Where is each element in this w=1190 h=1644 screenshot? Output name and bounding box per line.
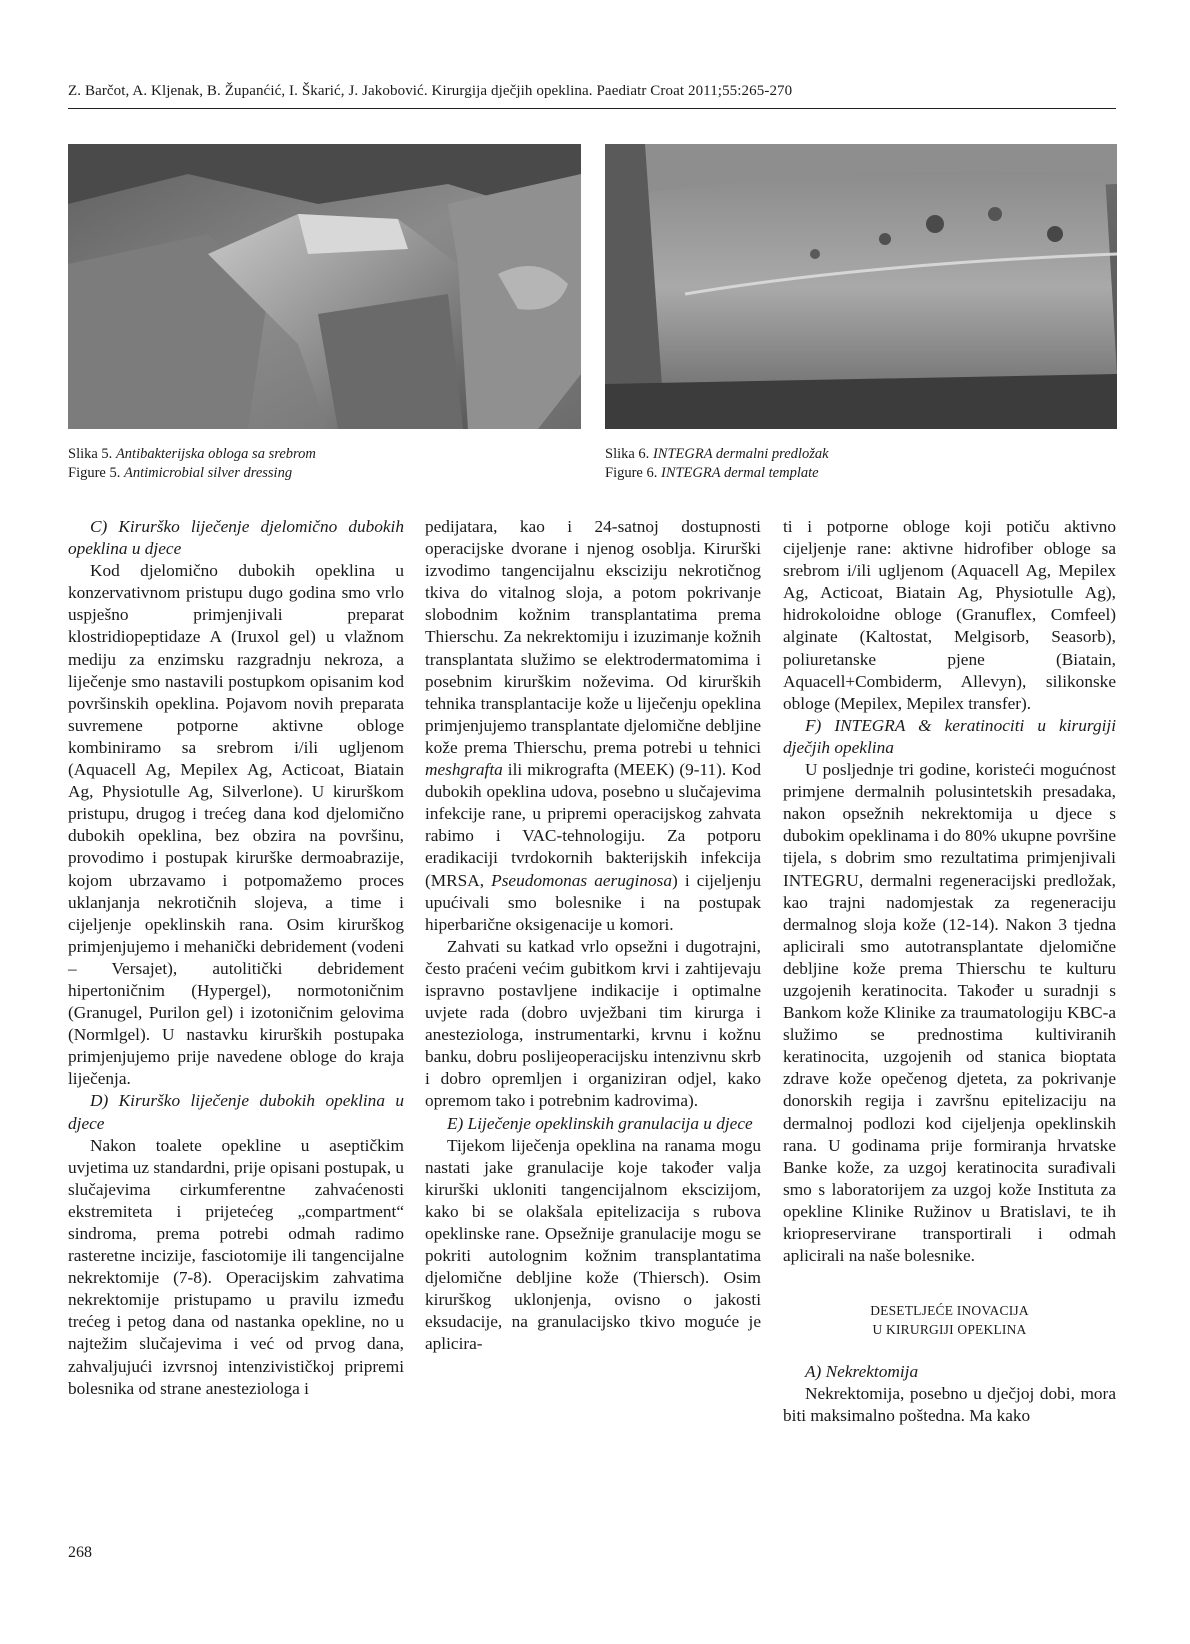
major-section-title-line-1: DESETLJEĆE INOVACIJA [870, 1303, 1029, 1319]
paragraph-continued [425, 516, 761, 936]
paragraph-continued: ti i potporne obloge koji potiču aktivno cijeljenje rane: aktivne hidrofiber obloge sa srebrom i/ili ugljenom (Aquacell Ag, Mepilex Ag, Acticoat, Biatain Ag, Physiotulle Ag), hidrokoloidne obloge (Granuflex, Comfeel) alginate (Kaltostat, Melgisorb, Seasorb), poliuretanske pjene (Biatain, Aquacell+Combiderm, Allevyn), silikonske obloge (Mepilex, Mepilex transfer). [783, 517, 1116, 713]
paragraph: Kod djelomično dubokih opeklina u konzervativnom pristupu dugo godina smo vrlo uspješno primjenjivali preparat klostridiopeptidaze A (Iruxol gel) u vlažnom mediju za enzimsku razgradnju nekroza, a liječenje smo nastavili postupkom opisanim kod površinskih opeklina. Pojavom novih preparata suvremene potporne aktivne obloge kombiniramo sa srebrom i/ili ugljenom (Aquacell Ag, Mepilex Ag, Acticoat, Biatain Ag, Physiotulle Ag, Silverlone). U kirurškom pristupu, drugog i trećeg dana kod djelomično dubokih opeklina, bez obzira na površinu, provodimo i postupak kirurške dermoabrazije, kojom ubrzavamo i potpomažemo proces uklanjanja nekrotičnih slojeva, a time i cijeljenje opeklinskih rana. Osim kirurškog primjenjujemo i mehanički debridement (vodeni – Versajet), autolitički debridement hipertoničnim (Hypergel), normotoničnim (Granugel, Purilon gel) i izotoničnim gelovima (Normlgel). U nastavku kirurških postupaka primjenjujemo prije navedene obloge do kraja liječenja. [68, 561, 404, 1089]
figure-6-photo [605, 144, 1117, 429]
caption-text: INTEGRA dermal template [660, 465, 819, 481]
figure-5-photo [68, 144, 581, 429]
major-section-title-line-2: U KIRURGIJI OPEKLINA [872, 1322, 1027, 1338]
text-run: ) i cijeljenju upućivali smo bolesnike i na postupak hiperbarične oksigenacije u komori. [425, 870, 761, 934]
section-heading-e: E) Liječenje opeklinskih granulacija u djece [447, 1113, 753, 1133]
header-rule [68, 108, 1116, 109]
paragraph: Tijekom liječenja opeklina na ranama mogu nastati jake granulacije koje također valja kirurški ukloniti tangencijalnom ekscizijom, kako bi se olakšala epitelizacija s rubova opeklinske rane. Opsežnije granulacije mogu se pokriti autolognim kožnim transplantatima djelomične debljine kože (Thiersch). Osim kirurškog uklonjenja, ovisno o jakosti eksudacije, na granulacijsko tkivo moguće je aplicira- [425, 1135, 761, 1354]
paragraph: U posljednje tri godine, koristeći mogućnost primjene dermalnih polusintetskih presadaka, nakon opsežnih nekrektomija u djece s dubokim opeklinama i do 80% ukupne površine tijela, s dobrim smo rezultatima primjenjivali INTEGRU, dermalni regeneracijski predložak, kao trajni nadomjestak za regeneraciju dermalnog sloja kože (12-14). Nakon 3 tjedna aplicirali smo autotransplantate djelomične debljine kože prema Thierschu te kulturu uzgojenih keratinocita. Također u suradnji s Bankom kože Klinike za traumatologiju KBC-a služimo se prednostima kultiviranih keratinocita, uzgojenih od stanica bioptata zdrave kože opečenog djeteta, za pokrivanje donorskih regija i završnu epitelizaciju na dermalnoj podlozi kod cijeljenja opeklinskih rana. U godinama prije formiranja hrvatske Banke kože, za uzgoj keratinocita surađivali smo s laboratorijem za uzgoj kože Instituta za opekline Klinike Ružinov u Bratislavi, te ih kriopreservirane transportirali i odmah aplicirali na naše bolesnike. [783, 760, 1116, 1266]
page-number: 268 [68, 1544, 92, 1561]
figure-6-caption [605, 445, 829, 483]
paragraph: Nekrektomija, posebno u dječjoj dobi, mora biti maksimalno poštedna. Ma kako [783, 1384, 1116, 1426]
text-run: pedijatara, kao i 24-satnoj dostupnosti operacijske dvorane i njenog osoblja. Kirurški izvodimo tangencijalnu eksciziju nekrotičnog tkiva do vitalnog sloja, a potom pokrivanje slobodnim kožnim transplantatima prema Thierschu. Za nekrektomiju i izuzimanje kožnih transplantata služimo se elektrodermatomima i posebnim kirurškim noževima. Od kirurških tehnika transplantacije kože u liječenju opeklina primjenjujemo transplantate djelomične debljine kože prema Thierschu, prema potrebi u tehnici [425, 517, 761, 757]
section-heading-c: C) Kirurško liječenje djelomično dubokih opeklina u djece [68, 517, 404, 559]
caption-number: Slika 5. [68, 446, 113, 462]
caption-text: INTEGRA dermalni predložak [652, 446, 829, 462]
running-header: Z. Barčot, A. Kljenak, B. Županćić, I. Škarić, J. Jakobović. Kirurgija dječjih opeklina. Paediatr Croat 2011;55:265-270 [68, 83, 793, 99]
section-heading-d: D) Kirurško liječenje dubokih opeklina u djece [68, 1091, 404, 1133]
paragraph: Zahvati su katkad vrlo opsežni i dugotrajni, često praćeni većim gubitkom krvi i zahtijevaju ispravno postavljene indikacije i optimalne uvjete rada (dobro uvježbani tim kirurga i anesteziologa, instrumentarki, krvnu i kožnu banku, dobru poslijeoperacijsku intenzivnu skrb i dobro opremljen i organiziran odjel, kako opremom tako i potrebnim kadrovima). [425, 936, 761, 1111]
text-run: ili mikrografta (MEEK) (9-11). Kod dubokih opeklina udova, posebno u slučajevima infekcije rane, u pripremi operacijskog zahvata rabimo i VAC-tehnologiju. Za potporu eradikaciji tvrdokornih bakterijskih infekcija (MRSA, [425, 760, 761, 890]
section-heading-a: A) Nekrektomija [805, 1362, 919, 1382]
caption-number: Slika 6. [605, 446, 650, 462]
paragraph: Nakon toalete opekline u aseptičkim uvjetima uz standardni, prije opisani postupak, u slučajevima cirkumferentne zahvaćenosti ekstremiteta i prijetećeg „compartment“ sindroma, prema potrebi odmah radimo rasteretne incizije, fasciotomije ili tangencijalne nekrektomije (7-8). Operacijskim zahvatima nekrektomije pristupamo u pravilu između trećeg i petog dana od nastanka opekline, no u najtežim slučajevima i već od prvog dana, zahvaljujući izvrsnoj intenzivističkoj pripremi bolesnika od strane anesteziologa i [68, 1135, 404, 1398]
italic-term: meshgrafta [425, 760, 503, 780]
text-column-3 [783, 516, 1116, 1427]
figure-5-caption [68, 445, 316, 483]
italic-term: Pseudomonas aeruginosa [491, 870, 672, 890]
caption-number: Figure 5. [68, 465, 121, 481]
spacer [783, 1267, 1116, 1301]
spacer [783, 1339, 1116, 1361]
caption-text: Antimicrobial silver dressing [123, 465, 293, 481]
caption-number: Figure 6. [605, 465, 658, 481]
text-column-1 [68, 516, 404, 1400]
section-heading-f: F) INTEGRA & keratinociti u kirurgiji dječjih opeklina [783, 715, 1116, 757]
caption-text: Antibakterijska obloga sa srebrom [115, 446, 316, 462]
text-column-2 [425, 516, 761, 1356]
